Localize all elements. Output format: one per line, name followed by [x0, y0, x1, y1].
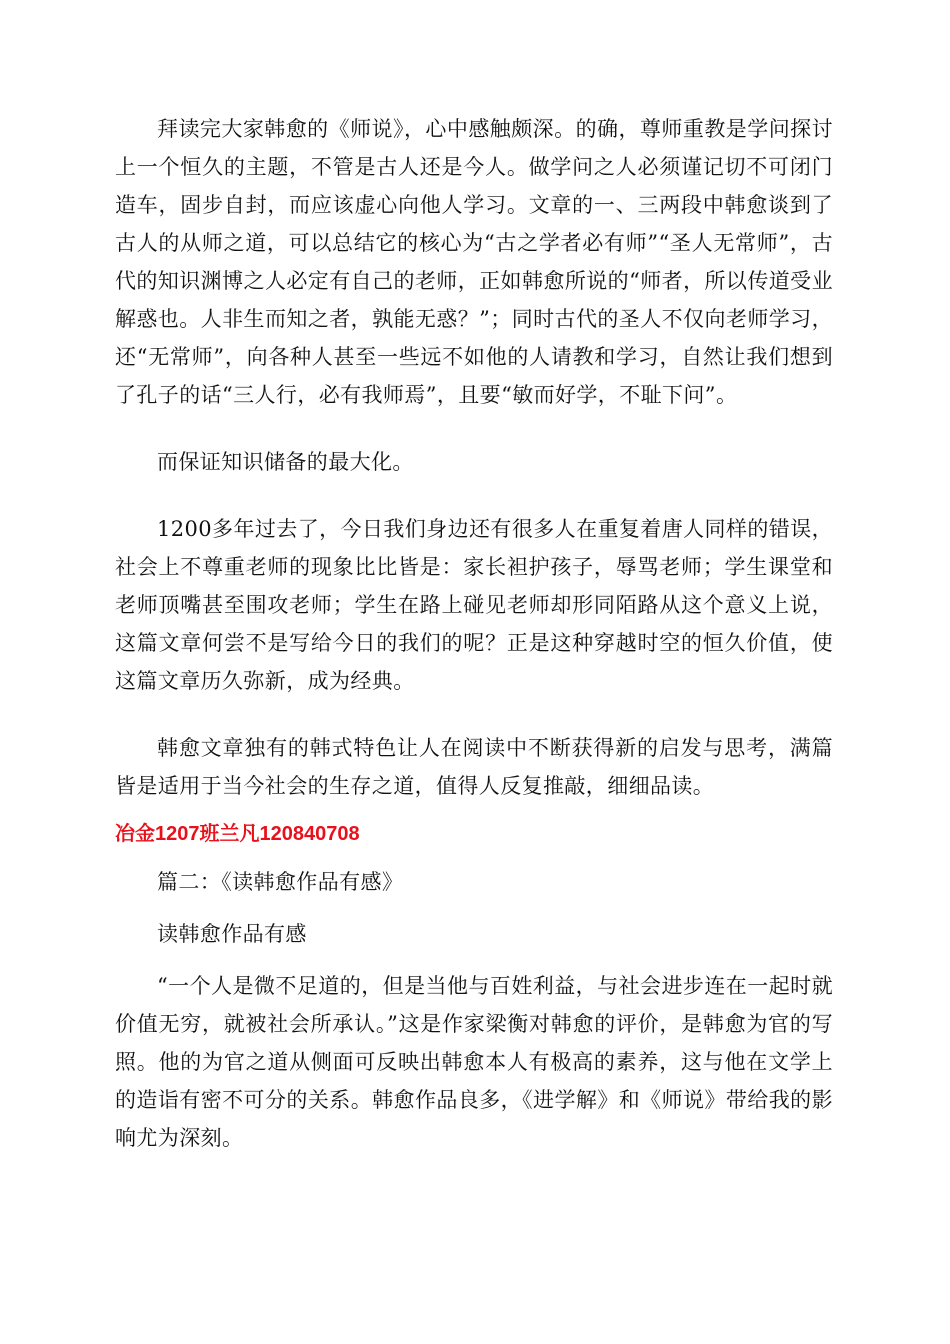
- article2-label: 篇二：《读韩愈作品有感》: [157, 870, 404, 894]
- paragraph-conclusion: 韩愈文章独有的韩式特色让人在阅读中不断获得新的启发与思考，满篇皆是适用于当今社会的生存之道，值得人反复推敲，细细品读。: [115, 736, 833, 798]
- paragraph-modern-relevance: 1200多年过去了，今日我们身边还有很多人在重复着唐人同样的错误，社会上不尊重老师的现象比比皆是：家长袒护孩子，辱骂老师；学生课堂和老师顶嘴甚至围攻老师；学生在路上碰见老师却形同陌路从这个意义上说，这篇文章何尝不是写给今日的我们的呢？正是这种穿越时空的恒久价值，使这篇文章历久弥新，成为经典。: [115, 517, 833, 693]
- paragraph-knowledge: 而保证知识储备的最大化。: [157, 450, 414, 474]
- author-heading: 冶金1207班兰凡120840708: [115, 823, 360, 845]
- article2-paragraph: “一个人是微不足道的，但是当他与百姓利益，与社会进步连在一起时就价值无穷，就被社会所承认。”这是作家梁衡对韩愈的评价，是韩愈为官的写照。他的为官之道从侧面可反映出韩愈本人有极高的素养，这与他在文学上的造诣有密不可分的关系。韩愈作品良多，《进学解》和《师说》带给我的影响尤为深刻。: [115, 974, 833, 1150]
- paragraph-shishuo-review: 拜读完大家韩愈的《师说》，心中感触颇深。的确，尊师重教是学问探讨上一个恒久的主题，不管是古人还是今人。做学问之人必须谨记切不可闭门造车，固步自封，而应该虚心向他人学习。文章的一、三两段中韩愈谈到了古人的从师之道，可以总结它的核心为“古之学者必有师”“圣人无常师”，古代的知识渊博之人必定有自己的老师，正如韩愈所说的“师者，所以传道受业解惑也。人非生而知之者，孰能无惑？”；同时古代的圣人不仅向老师学习，还“无常师”，向各种人甚至一些远不如他的人请教和学习，自然让我们想到了孔子的话“三人行，必有我师焉”，且要“敏而好学，不耻下问”。: [115, 117, 833, 407]
- article2-title: 读韩愈作品有感: [157, 922, 307, 946]
- document-page: [115, 110, 833, 1186]
